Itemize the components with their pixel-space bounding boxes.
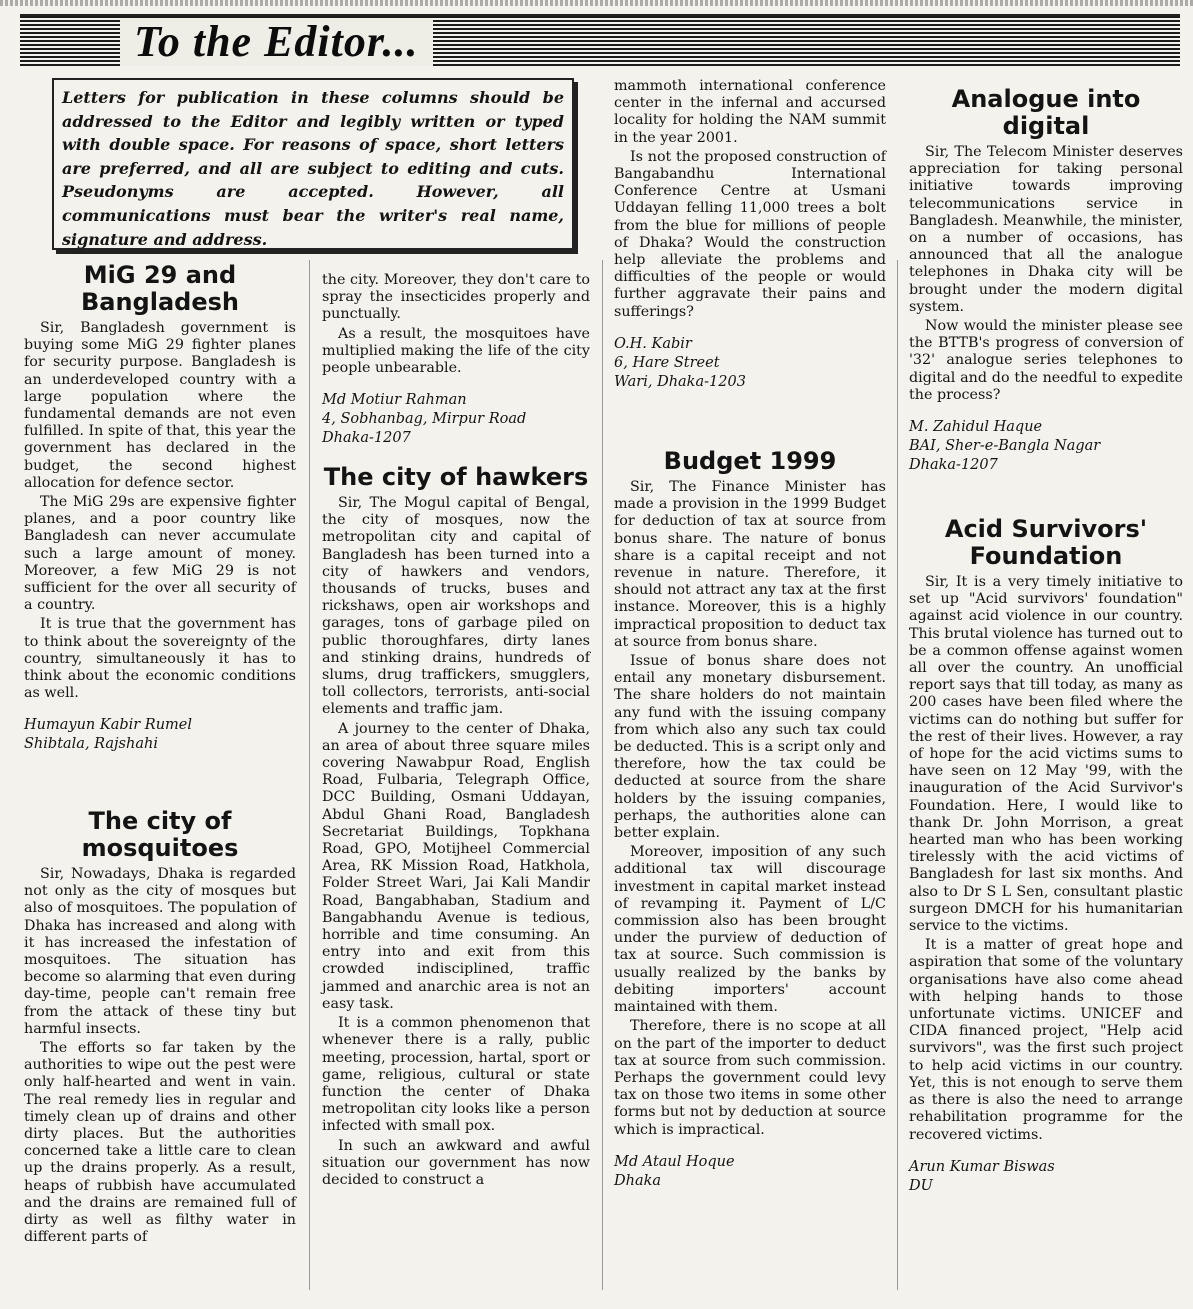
- letter-paragraph: A journey to the center of Dhaka, an area of about three square miles covering Nawabpur Road, English Road, Fulbaria, Telegraph Office, DCC Building, Osmani Uddayan, Abdul Ghani Road, Bangladesh Secretariat Buildings, Topkhana Road, GPO, Motijheel Commercial Area, RK Mission Road, Hatkhola, Folder Street Wari, Jai Kali Mandir Road, Bangabhaban, Stadium and Bangabhandu Avenue is tedious, horrible and time consuming. An entry into and exit from this crowded indisciplined, traffic jammed and anarchic area is not an easy task.: [322, 720, 590, 1012]
- letter-paragraph: mammoth international conference center in the infernal and accursed locality for holding the NAM summit in the year 2001.: [614, 78, 886, 146]
- signature-address: DU: [909, 1177, 933, 1194]
- letter-paragraph: Sir, The Telecom Minister deserves appreciation for taking personal initiative towards improving telecommunications service in Bangladesh. Meanwhile, the minister, on a number of occasions, has announced that all the analogue telephones in Dhaka city will be brought under the modern digital system.: [909, 144, 1183, 315]
- top-border: [0, 0, 1193, 6]
- letter-analogue: [909, 86, 1183, 475]
- letter-paragraph: Sir, It is a very timely initiative to set up "Acid survivors' foundation" against acid violence in our country. This brutal violence has turned out to be a common offense against women all over the country. An unofficial report says that till today, as many as 200 cases have been filed where the victims can do nothing but suffer for the rest of their lives. However, a ray of hope for the acid victims sums to have seen on 12 May '99, with the inauguration of the Acid Survivor's Foundation. Here, I would like to thank Dr. John Morrison, a great hearted man who has been working tirelessly with the acid victims of Bangladesh for last six months. And also to Dr S L Sen, consultant plastic surgeon DMCH for his humanitarian service to the victims.: [909, 574, 1183, 935]
- masthead-banner: [20, 14, 1180, 68]
- column-divider: [602, 260, 603, 1290]
- signature-address: 4, Sobhanbag, Mirpur Road: [322, 411, 527, 428]
- signature-name: Md Motiur Rahman: [322, 392, 467, 409]
- letter-signature: [909, 1158, 1183, 1196]
- letter-paragraph: Therefore, there is no scope at all on the part of the importer to deduct tax at source from such commission. Perhaps the government could levy tax on those two items in some other forms but not by deduction at source which is impractical.: [614, 1018, 886, 1138]
- letter-budget: [614, 448, 886, 1191]
- signature-address: BAI, Sher-e-Bangla Nagar: [909, 438, 1101, 455]
- letter-signature: [322, 391, 590, 448]
- letter-paragraph: In such an awkward and awful situation our government has now decided to construct a: [322, 1137, 590, 1188]
- editorial-notice-box: Letters for publication in these columns should be addressed to the Editor and legibly written or typed with double space. For reasons of space, short letters are preferred, and all are subject to editing and cuts. Pseudonyms are accepted. However, all communications must bear the writer's real name, signature and address.: [52, 78, 574, 250]
- signature-name: Md Ataul Hoque: [614, 1153, 735, 1170]
- column-divider: [897, 260, 898, 1290]
- letter-heading: The city of mosquitoes: [81, 807, 239, 862]
- signature-address: Dhaka: [614, 1172, 662, 1189]
- letter-mig29: [24, 262, 296, 754]
- letter-paragraph: Sir, Bangladesh government is buying some MiG 29 fighter planes for security purpose. Bangladesh is an underdeveloped country with a large population where the fundamental demands are not even fulfilled. In spite of that, this year the government has declared in the budget, the second highest allocation for defence sector.: [24, 320, 296, 491]
- letter-paragraph: As a result, the mosquitoes have multiplied making the life of the city people unbearable.: [322, 325, 590, 377]
- letter-paragraph: The MiG 29s are expensive fighter planes, and a poor country like Bangladesh can never accumulate such a large amount of money. Moreover, a few MiG 29 is not sufficient for the over all security of a country.: [24, 494, 296, 614]
- letter-acid-survivors: [909, 516, 1183, 1196]
- letter-paragraph: It is a matter of great hope and aspiration that some of the voluntary organisations have also come ahead with helping hands to those unfortunate victims. UNICEF and CIDA financed project, "Help acid survivors", was the first such project to help acid victims in our country. Yet, this is not enough to serve them as there is also the need to arrange rehabilitation programme for the recovered victims.: [909, 937, 1183, 1143]
- signature-address: Wari, Dhaka-1203: [614, 373, 746, 390]
- letter-paragraph: Is not the proposed construction of Bangabandhu International Conference Centre at Usmani Uddayan felling 11,000 trees a bolt from the blue for millions of people of Dhaka? Would the construction help alleviate the problems and difficulties of the people or would further aggravate their pains and sufferings?: [614, 148, 886, 320]
- letter-heading: Acid Survivors' Foundation: [944, 515, 1148, 570]
- signature-address: Dhaka-1207: [322, 430, 411, 447]
- section-title: To the Editor...: [120, 18, 433, 66]
- signature-name: O.H. Kabir: [614, 335, 692, 352]
- letter-signature: [614, 1153, 886, 1191]
- letter-paragraph: The efforts so far taken by the authorities to wipe out the pest were only half-hearted and went in vain. The real remedy lies in regular and timely clean up of drains and other dirty places. But the authorities concerned take a little care to clean up the drains properly. As a result, heaps of rubbish have accumulated and the drains are remained full of dirty as well as filthy water in different parts of: [24, 1040, 296, 1246]
- letter-signature: [24, 716, 296, 754]
- letter-heading: The city of hawkers: [323, 463, 589, 491]
- letter-paragraph: It is true that the government has to think about the sovereignty of the country, simultaneously it has to think about the economic conditions as well.: [24, 616, 296, 702]
- signature-address: Shibtala, Rajshahi: [24, 736, 158, 753]
- letter-paragraph: the city. Moreover, they don't care to spray the insecticides properly and punctually.: [322, 272, 590, 323]
- letter-paragraph: Sir, Nowadays, Dhaka is regarded not only as the city of mosques but also of mosquitoes. The population of Dhaka has increased and along with it has increased the infestation of mosquitoes. The situation has become so alarming that even during day-time, people can't remain free from the attack of these tiny but harmful insects.: [24, 866, 296, 1037]
- letter-hawkers-part2: [614, 78, 886, 392]
- letter-signature: [909, 418, 1183, 475]
- letter-paragraph: Sir, The Mogul capital of Bengal, the city of mosques, now the metropolitan city and capital of Bangladesh has been turned into a city of hawkers and vendors, thousands of trucks, buses and rickshaws, open air workshops and garages, tons of garbage piled on public thoroughfares, dirty lanes and stinking drains, hundreds of slums, drug traffickers, smugglers, toll collectors, terrorists, anti-social elements and traffic jam.: [322, 495, 590, 718]
- letter-paragraph: It is a common phenomenon that whenever there is a rally, public meeting, procession, hartal, sport or game, religious, cultural or state function the center of Dhaka metropolitan city looks like a person infected with small pox.: [322, 1015, 590, 1135]
- letter-heading: MiG 29 and Bangladesh: [80, 261, 239, 316]
- signature-address: Dhaka-1207: [909, 457, 998, 474]
- letter-paragraph: Sir, The Finance Minister has made a provision in the 1999 Budget for deduction of tax at source from bonus share. The nature of bonus share is a capital receipt and not revenue in nature. Therefore, it should not attract any tax at the first instance. Moreover, this is a highly impractical proposition to deduct tax at source from bonus share.: [614, 479, 886, 650]
- letter-paragraph: Issue of bonus share does not entail any monetary disbursement. The share holders do not maintain any fund with the issuing company from which also any such tax could be deducted. This is a script only and therefore, how the tax could be deducted at source from the share holders by the issuing companies, perhaps, the authorities alone can better explain.: [614, 653, 886, 842]
- letter-heading: Budget 1999: [663, 447, 837, 475]
- letter-hawkers-part1: [322, 464, 590, 1189]
- signature-name: M. Zahidul Haque: [909, 419, 1043, 436]
- signature-address: 6, Hare Street: [614, 354, 720, 371]
- signature-name: Humayun Kabir Rumel: [24, 717, 193, 734]
- signature-name: Arun Kumar Biswas: [909, 1158, 1055, 1175]
- letter-mosquitoes-part1: [24, 808, 296, 1246]
- letter-signature: [614, 335, 886, 392]
- letter-paragraph: Now would the minister please see the BTTB's progress of conversion of '32' analogue series telephones to digital and do the needful to expedite the process?: [909, 318, 1183, 403]
- letter-mosquitoes-part2: [322, 272, 590, 448]
- letter-paragraph: Moreover, imposition of any such additional tax will discourage investment in capital market instead of revamping it. Payment of L/C commission also has been brought under the purview of deduction of tax at source. Such commission is usually realized by the banks by debiting importers' account maintained with them.: [614, 844, 886, 1016]
- letter-heading: Analogue into digital: [951, 85, 1141, 140]
- column-divider: [309, 260, 310, 1290]
